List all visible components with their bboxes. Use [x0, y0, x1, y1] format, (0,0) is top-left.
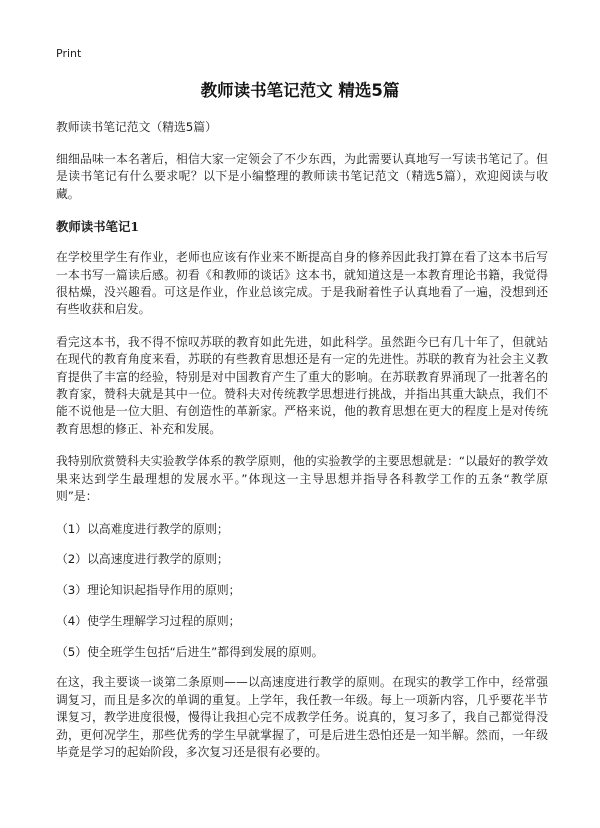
article-subtitle: 教师读书笔记范文（精选5篇） [56, 120, 217, 134]
principle-item: （4）使学生理解学习过程的原则； [56, 613, 241, 628]
body-paragraph: 我特别欣赏赞科夫实验教学体系的教学原则，他的实验教学的主要思想就是：“以最好的教学效果来达到学生最理想的发展水平。”体现这一主导思想并指导各科教学工作的五条“教学原则”是： [56, 454, 548, 504]
section-heading: 教师读书笔记1 [56, 219, 139, 235]
body-paragraph: 在学校里学生有作业，老师也应该有作业来不断提高自身的修养因此我打算在看了这本书后写一本书写一篇读后感。初看《和教师的谈话》这本书，就知道这是一本教育理论书籍，我觉得很枯燥，没兴趣看。可这是作业，作业总该完成。于是我耐着性子认真地看了一遍，没想到还有些收获和启发。 [56, 250, 548, 317]
page-title: 教师读书笔记范文 精选5篇 [200, 81, 400, 100]
principle-item: （1）以高难度进行教学的原则； [56, 521, 229, 536]
principle-item: （5）使全班学生包括“后进生”都得到发展的原则。 [56, 644, 324, 659]
print-link[interactable]: Print [56, 47, 82, 60]
body-paragraph: 在这，我主要谈一谈第二条原则——以高速度进行教学的原则。在现实的教学工作中，经常强调复习，而且是多次的单调的重复。上学年，我任教一年级。每上一项新内容，几乎要花半节课复习，教学进度很慢，慢得让我担心完不成教学任务。说真的，复习多了，我自己都觉得没劲，更何况学生，那些优秀的学生早就掌握了，可是后进生恐怕还是一知半解。然而，一年级毕竟是学习的起始阶段，多次复习还是很有必要的。 [56, 675, 548, 760]
intro-paragraph: 细细品味一本名著后，相信大家一定领会了不少东西，为此需要认真地写一写读书笔记了。但是读书笔记有什么要求呢？以下是小编整理的教师读书笔记范文（精选5篇），欢迎阅读与收藏。 [56, 152, 548, 201]
body-paragraph: 看完这本书，我不得不惊叹苏联的教育如此先进，如此科学。虽然距今已有几十年了，但就站在现代的教育角度来看，苏联的有些教育思想还是有一定的先进性。苏联的教育为社会主义教育提供了丰富的经验，特别是对中国教育产生了重大的影响。在苏联教育界涌现了一批著名的教育家，赞科夫就是其中一位。赞科夫对传统教学思想进行挑战，并指出其重大缺点，我们不能不说他是一位大胆、有创造性的革新家。严格来说，他的教育思想在更大的程度上是对传统教育思想的修正、补充和发展。 [56, 334, 548, 436]
principle-item: （2）以高速度进行教学的原则； [56, 552, 229, 567]
article-body [56, 119, 548, 777]
principle-item: （3）理论知识起指导作用的原则； [56, 583, 241, 598]
